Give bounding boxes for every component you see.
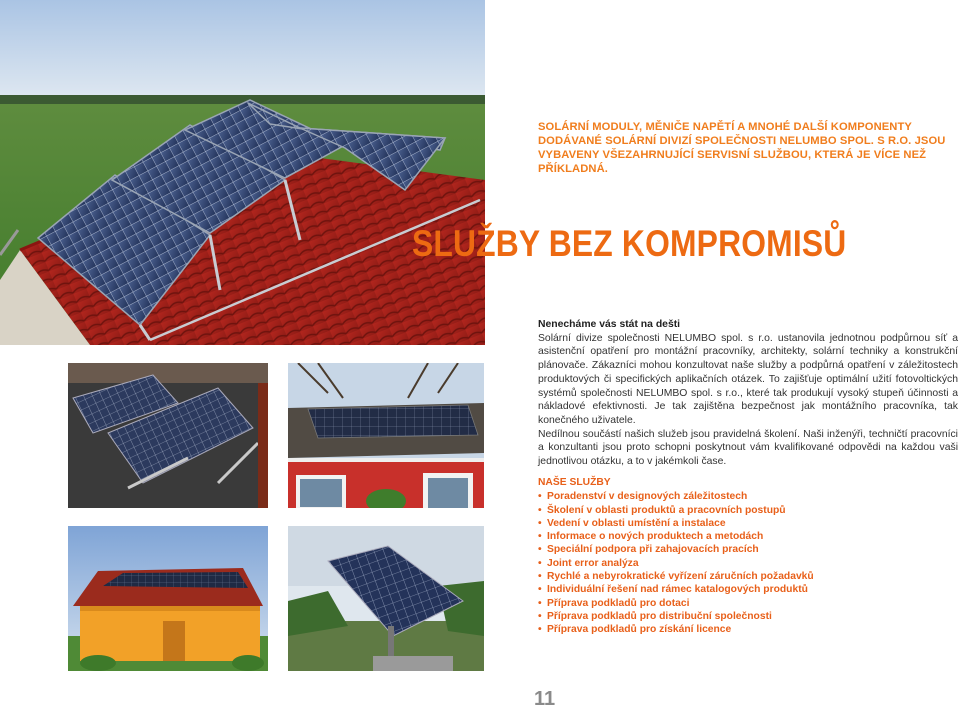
services-list-item: • Příprava podkladů pro dotaci bbox=[538, 597, 690, 609]
services-list-item: • Informace o nových produktech a metodách bbox=[538, 531, 764, 543]
main-roof-solar-photo bbox=[0, 0, 485, 345]
bullet-icon: • bbox=[538, 624, 542, 636]
intro-text: SOLÁRNÍ MODULY, MĚNIČE NAPĚTÍ A MNOHÉ DALŠÍ KOMPONENTY DODÁVANÉ SOLÁRNÍ DIVIZÍ SPOLEČNOSTI NELUMBO SPOL. S R.O. JSOU VYBAVENY VŠEZAHRNUJÍCÍ SERVISNÍ SLUŽBOU, KTERÁ JE VÍCE NEŽ PŘÍKLADNÁ. bbox=[538, 121, 946, 175]
bullet-icon: • bbox=[538, 504, 542, 516]
services-list-item: • Rychlé a nebyrokratické vyřízení záručních požadavků bbox=[538, 571, 814, 583]
services-list-item: • Individuální řešení nad rámec katalogových produktů bbox=[538, 584, 808, 596]
services-list-item: • Speciální podpora při zahajovacích pracích bbox=[538, 544, 759, 556]
yellow-house-panels-photo bbox=[68, 526, 268, 671]
bullet-icon: • bbox=[538, 571, 542, 583]
services-section bbox=[538, 476, 958, 637]
page-headline: SLUŽBY BEZ KOMPROMISŮ bbox=[412, 223, 847, 264]
red-house-panels-photo bbox=[288, 363, 484, 508]
services-list-item: • Příprava podkladů pro distribuční společnosti bbox=[538, 610, 772, 622]
services-list-item: • Joint error analýza bbox=[538, 557, 639, 569]
services-list bbox=[538, 490, 958, 636]
services-list-item: • Školení v oblasti produktů a pracovních postupů bbox=[538, 504, 786, 516]
bullet-icon: • bbox=[538, 610, 542, 622]
bullet-icon: • bbox=[538, 491, 542, 503]
bullet-icon: • bbox=[538, 531, 542, 543]
page-number: 11 bbox=[534, 688, 556, 710]
services-list-item: • Příprava podkladů pro získání licence bbox=[538, 624, 732, 636]
bullet-icon: • bbox=[538, 584, 542, 596]
article-paragraph: Solární divize společnosti NELUMBO spol. s r.o. ustanovila jednotnou podpůrnou síť a asistenční opatření pro montážní pracovníky, architekty, solární techniky a konstrukční plánovače. Zákazníci mohou konzultovat naše služby a podpůrná opatření v záležitostech produktových či specifických aplikačních otázek. To zajišťuje optimální užití fotovoltických systémů společnosti NELUMBO spol. s r.o., které tak produkují vysoký stupeň účinnosti a nákladové efektivnosti. Je tak zajištěna bezpečnost jak montážního pracovníka, tak konečného uživatele. bbox=[538, 332, 958, 426]
article-body bbox=[538, 318, 958, 469]
tracker-panels-photo bbox=[288, 526, 484, 671]
article-paragraph: Nedílnou součástí našich služeb jsou pravidelná školení. Naši inženýři, techničtí pracovníci a konzultanti jsou proto schopni poskytnout vám kvalifikované odpovědi na každou vaši jednotlivou otázku, a to v jakémkoli čase. bbox=[538, 428, 958, 468]
bullet-icon: • bbox=[538, 544, 542, 556]
article-subtitle: Nenecháme vás stát na dešti bbox=[538, 319, 681, 330]
services-list-item: • Vedení v oblasti umístění a instalace bbox=[538, 517, 726, 529]
bullet-icon: • bbox=[538, 597, 542, 609]
services-title: NAŠE SLUŽBY bbox=[538, 477, 611, 488]
bullet-icon: • bbox=[538, 517, 542, 529]
bullet-icon: • bbox=[538, 557, 542, 569]
flat-roof-panels-photo bbox=[68, 363, 268, 508]
services-list-item: • Poradenství v designových záležitostech bbox=[538, 491, 748, 503]
